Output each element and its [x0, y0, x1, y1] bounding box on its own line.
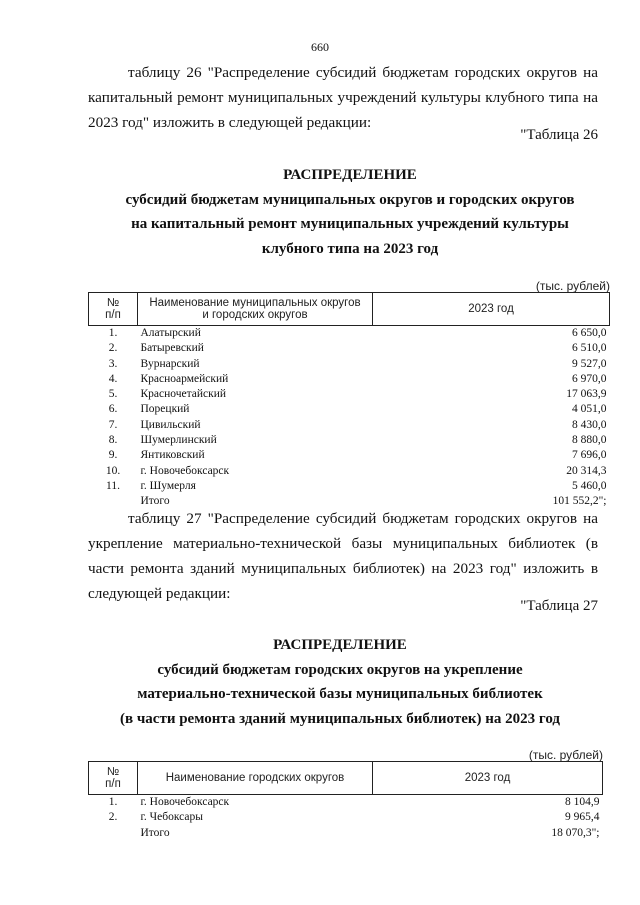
- row-number: 1.: [108, 327, 118, 339]
- table-row: [89, 357, 610, 372]
- table27: [88, 761, 603, 841]
- row-name: Батыревский: [140, 342, 204, 355]
- column-header-number: № п/п: [89, 293, 138, 326]
- paragraph-table27-intro: таблицу 27 "Распределение субсидий бюджетам городских округов на укрепление материально-технической базы муниципальных библиотек (в части ремонта зданий муниципальных библиотек) на 2023 год" изложить в следующей редакции:: [88, 510, 598, 602]
- table26-heading-line: субсидий бюджетам муниципальных округов и городских округов: [125, 191, 575, 208]
- table-row: [89, 418, 610, 433]
- row-value: 6 970,0: [572, 372, 607, 385]
- table27-heading: [50, 633, 630, 731]
- column-header-year: 2023 год: [373, 762, 603, 795]
- column-header-number: № п/п: [89, 762, 138, 795]
- row-name: Янтиковский: [140, 449, 205, 462]
- table26-heading-line: на капитальный ремонт муниципальных учреждений культуры: [131, 216, 569, 232]
- row-value: 9 527,0: [572, 357, 607, 370]
- page-number: 660: [311, 40, 329, 54]
- row-number: 8.: [108, 434, 118, 447]
- column-header-year: 2023 год: [373, 293, 610, 326]
- row-name: Красноармейский: [140, 372, 229, 385]
- table-row: [89, 826, 603, 841]
- row-number: 11.: [106, 479, 120, 492]
- paragraph-table26-intro: таблицу 26 "Распределение субсидий бюджетам городских округов на капитальный ремонт муниципальных учреждений культуры клубного типа на 2023 год" изложить в следующей редакции:: [88, 64, 598, 131]
- row-name: Итого: [140, 826, 170, 839]
- row-number: [89, 826, 138, 841]
- table27-heading-line: субсидий бюджетам городских округов на укрепление: [157, 661, 523, 678]
- row-name: г. Шумерля: [140, 479, 196, 492]
- row-name: Итого: [140, 495, 170, 508]
- table-row: [89, 464, 610, 479]
- table27-reference: "Таблица 27: [520, 598, 598, 614]
- row-value: 8 880,0: [572, 434, 607, 447]
- row-number: 9.: [108, 449, 118, 462]
- row-value: 20 314,3: [566, 464, 607, 477]
- table26-heading: [60, 163, 640, 261]
- table-row: [89, 326, 610, 342]
- row-value: 6 650,0: [572, 327, 607, 339]
- table-row: [89, 402, 610, 417]
- column-header-name: Наименование городских округов: [138, 762, 373, 795]
- table27-units: (тыс. рублей): [528, 748, 603, 762]
- row-value: 101 552,2";: [552, 495, 607, 508]
- row-name: г. Новочебоксарск: [140, 464, 230, 477]
- row-value: 9 965,4: [565, 811, 600, 824]
- table-row: [89, 448, 610, 463]
- table26-heading-line: РАСПРЕДЕЛЕНИЕ: [283, 167, 417, 183]
- table27-header-row: [89, 762, 603, 795]
- table-row: [89, 387, 610, 402]
- column-header-name: Наименование муниципальных округов и городских округов: [138, 293, 373, 326]
- table-row: [89, 810, 603, 825]
- table26-header-row: [89, 293, 610, 326]
- table-row: [89, 479, 610, 494]
- table26-reference: "Таблица 26: [520, 127, 598, 143]
- row-name: г. Чебоксары: [140, 811, 203, 824]
- row-value: 8 430,0: [572, 418, 607, 431]
- row-name: Вурнарский: [140, 357, 200, 370]
- table-row: [89, 372, 610, 387]
- row-number: 10.: [105, 464, 121, 477]
- row-number: 5.: [108, 388, 118, 401]
- row-value: 6 510,0: [572, 342, 607, 355]
- table27-heading-line: материально-технической базы муниципальных библиотек: [137, 686, 543, 702]
- row-number: 6.: [108, 403, 118, 416]
- row-value: 8 104,9: [565, 796, 600, 808]
- table-row: [89, 341, 610, 356]
- table-row: [89, 433, 610, 448]
- row-number: 3.: [108, 357, 118, 370]
- row-value: 18 070,3";: [551, 826, 600, 839]
- row-name: Алатырский: [140, 327, 201, 339]
- row-value: 7 696,0: [572, 449, 607, 462]
- row-number: 2.: [108, 342, 118, 355]
- row-value: 4 051,0: [572, 403, 607, 416]
- row-value: 5 460,0: [572, 479, 607, 492]
- row-number: 2.: [108, 811, 118, 824]
- row-number: 7.: [108, 418, 118, 431]
- row-name: Красночетайский: [140, 388, 227, 401]
- table26: [88, 292, 610, 510]
- table27-heading-line: (в части ремонта зданий муниципальных библиотек) на 2023 год: [119, 710, 560, 727]
- table26-heading-line: клубного типа на 2023 год: [261, 240, 439, 257]
- table27-heading-line: РАСПРЕДЕЛЕНИЕ: [273, 637, 407, 653]
- table26-units: (тыс. рублей): [535, 279, 610, 293]
- row-name: Шумерлинский: [140, 434, 217, 447]
- row-value: 17 063,9: [566, 388, 607, 401]
- row-name: Цивильский: [140, 418, 201, 431]
- table-row: [89, 795, 603, 811]
- row-number: 1.: [108, 796, 118, 808]
- row-name: Порецкий: [140, 403, 190, 416]
- row-number: 4.: [108, 372, 118, 385]
- row-name: г. Новочебоксарск: [140, 796, 230, 808]
